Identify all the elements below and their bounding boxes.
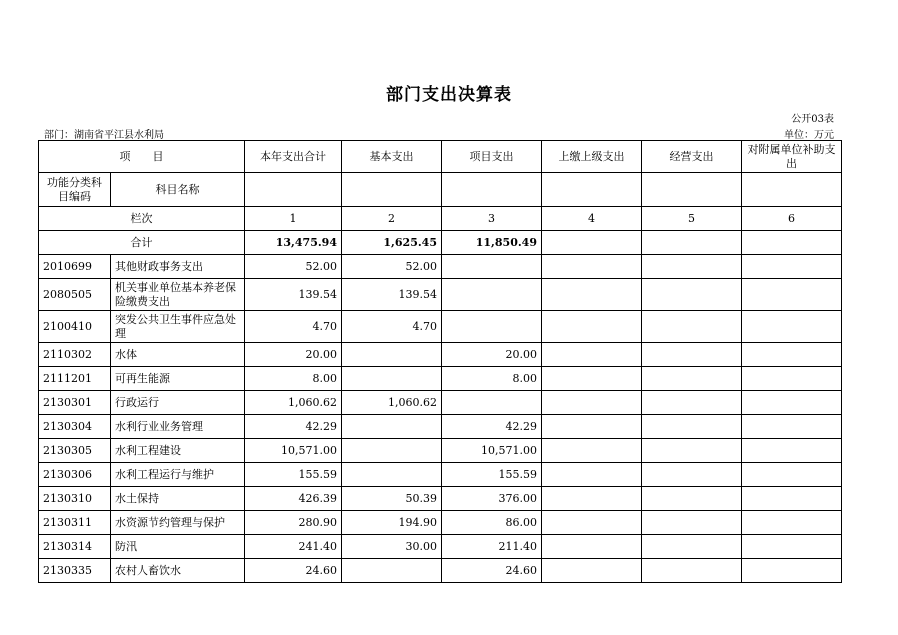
- row-name: 水体: [111, 343, 245, 367]
- unit-label: 单位：万元: [784, 130, 834, 141]
- row-total: 8.00: [245, 367, 342, 391]
- row-empty-cell: [642, 343, 742, 367]
- row-basic: [342, 415, 442, 439]
- header-business: 经营支出: [642, 141, 742, 173]
- row-total: 241.40: [245, 535, 342, 559]
- row-code: 2130304: [39, 415, 111, 439]
- row-basic: [342, 559, 442, 583]
- row-name: 水利工程建设: [111, 439, 245, 463]
- row-basic: [342, 463, 442, 487]
- row-total: 20.00: [245, 343, 342, 367]
- row-empty-cell: [542, 463, 642, 487]
- col-no-4: 4: [542, 207, 642, 231]
- expenditure-table: [38, 140, 842, 583]
- totals-basic: 1,625.45: [342, 231, 442, 255]
- row-total: 52.00: [245, 255, 342, 279]
- row-total: 280.90: [245, 511, 342, 535]
- row-name: 水土保持: [111, 487, 245, 511]
- subheader-row: [39, 173, 842, 207]
- row-empty-cell: [642, 255, 742, 279]
- row-basic: 50.39: [342, 487, 442, 511]
- row-total: 155.59: [245, 463, 342, 487]
- row-name: 其他财政事务支出: [111, 255, 245, 279]
- header-subsidy: 对附属单位补助支出: [742, 141, 842, 173]
- row-basic: 52.00: [342, 255, 442, 279]
- row-empty-cell: [542, 343, 642, 367]
- row-total: 4.70: [245, 311, 342, 343]
- row-code: 2080505: [39, 279, 111, 311]
- row-empty-cell: [542, 511, 642, 535]
- header-total: 本年支出合计: [245, 141, 342, 173]
- totals-row: [39, 231, 842, 255]
- row-basic: 139.54: [342, 279, 442, 311]
- row-name: 水利工程运行与维护: [111, 463, 245, 487]
- row-empty-cell: [642, 463, 742, 487]
- row-name: 突发公共卫生事件应急处理: [111, 311, 245, 343]
- row-empty-cell: [742, 487, 842, 511]
- row-code: 2130306: [39, 463, 111, 487]
- row-name: 机关事业单位基本养老保险缴费支出: [111, 279, 245, 311]
- row-empty-cell: [642, 535, 742, 559]
- row-empty-cell: [742, 343, 842, 367]
- row-empty-cell: [642, 511, 742, 535]
- row-name: 行政运行: [111, 391, 245, 415]
- row-empty-cell: [742, 511, 842, 535]
- row-empty-cell: [542, 535, 642, 559]
- row-empty-cell: [742, 255, 842, 279]
- row-code: 2130301: [39, 391, 111, 415]
- header-column-no: 栏次: [39, 207, 245, 231]
- row-empty-cell: [742, 415, 842, 439]
- row-total: 24.60: [245, 559, 342, 583]
- header-item: 项 目: [39, 141, 245, 173]
- row-project: 24.60: [442, 559, 542, 583]
- form-code: 公开03表: [791, 114, 834, 125]
- row-project: 8.00: [442, 367, 542, 391]
- row-project: [442, 279, 542, 311]
- row-empty-cell: [742, 367, 842, 391]
- row-empty-cell: [642, 311, 742, 343]
- row-empty-cell: [542, 367, 642, 391]
- col-no-6: 6: [742, 207, 842, 231]
- table-row: [39, 535, 842, 559]
- row-name: 农村人畜饮水: [111, 559, 245, 583]
- column-number-row: [39, 207, 842, 231]
- row-empty-cell: [542, 279, 642, 311]
- row-code: 2130305: [39, 439, 111, 463]
- row-basic: [342, 439, 442, 463]
- page-title: 部门支出决算表: [386, 85, 512, 105]
- header-upper: 上缴上级支出: [542, 141, 642, 173]
- row-empty-cell: [542, 415, 642, 439]
- row-basic: 194.90: [342, 511, 442, 535]
- row-name: 水利行业业务管理: [111, 415, 245, 439]
- row-basic: [342, 367, 442, 391]
- table-row: [39, 311, 842, 343]
- row-total: 42.29: [245, 415, 342, 439]
- row-empty-cell: [542, 311, 642, 343]
- row-empty-cell: [642, 487, 742, 511]
- totals-label: 合计: [39, 231, 245, 255]
- row-empty-cell: [642, 559, 742, 583]
- row-code: 2130335: [39, 559, 111, 583]
- row-empty-cell: [742, 559, 842, 583]
- row-basic: 1,060.62: [342, 391, 442, 415]
- row-empty-cell: [542, 439, 642, 463]
- table-row: [39, 511, 842, 535]
- header-row: [39, 141, 842, 173]
- row-total: 10,571.00: [245, 439, 342, 463]
- row-empty-cell: [742, 463, 842, 487]
- table-row: [39, 367, 842, 391]
- table-row: [39, 439, 842, 463]
- row-empty-cell: [742, 391, 842, 415]
- row-empty-cell: [542, 559, 642, 583]
- table-row: [39, 559, 842, 583]
- row-project: 20.00: [442, 343, 542, 367]
- row-code: 2130311: [39, 511, 111, 535]
- col-no-3: 3: [442, 207, 542, 231]
- row-code: 2130314: [39, 535, 111, 559]
- row-empty-cell: [742, 535, 842, 559]
- row-total: 426.39: [245, 487, 342, 511]
- row-project: 42.29: [442, 415, 542, 439]
- row-project: [442, 255, 542, 279]
- row-total: 139.54: [245, 279, 342, 311]
- row-basic: [342, 343, 442, 367]
- row-empty-cell: [542, 255, 642, 279]
- header-code: 功能分类科目编码: [39, 173, 111, 207]
- row-basic: 30.00: [342, 535, 442, 559]
- table-row: [39, 279, 842, 311]
- row-empty-cell: [542, 391, 642, 415]
- row-basic: 4.70: [342, 311, 442, 343]
- row-empty-cell: [742, 439, 842, 463]
- row-empty-cell: [742, 311, 842, 343]
- row-code: 2100410: [39, 311, 111, 343]
- row-project: [442, 391, 542, 415]
- row-project: 10,571.00: [442, 439, 542, 463]
- row-project: 86.00: [442, 511, 542, 535]
- col-no-5: 5: [642, 207, 742, 231]
- row-empty-cell: [642, 439, 742, 463]
- row-code: 2010699: [39, 255, 111, 279]
- row-project: 155.59: [442, 463, 542, 487]
- col-no-2: 2: [342, 207, 442, 231]
- row-empty-cell: [742, 279, 842, 311]
- row-project: 376.00: [442, 487, 542, 511]
- table-row: [39, 391, 842, 415]
- row-empty-cell: [542, 487, 642, 511]
- totals-total: 13,475.94: [245, 231, 342, 255]
- table-row: [39, 487, 842, 511]
- table-row: [39, 463, 842, 487]
- row-name: 可再生能源: [111, 367, 245, 391]
- header-name: 科目名称: [111, 173, 245, 207]
- header-basic: 基本支出: [342, 141, 442, 173]
- row-code: 2130310: [39, 487, 111, 511]
- row-project: [442, 311, 542, 343]
- header-project: 项目支出: [442, 141, 542, 173]
- totals-project: 11,850.49: [442, 231, 542, 255]
- row-code: 2111201: [39, 367, 111, 391]
- row-empty-cell: [642, 367, 742, 391]
- row-total: 1,060.62: [245, 391, 342, 415]
- row-name: 水资源节约管理与保护: [111, 511, 245, 535]
- row-name: 防汛: [111, 535, 245, 559]
- row-code: 2110302: [39, 343, 111, 367]
- row-empty-cell: [642, 279, 742, 311]
- row-empty-cell: [642, 391, 742, 415]
- table-row: [39, 415, 842, 439]
- table-row: [39, 255, 842, 279]
- row-empty-cell: [642, 415, 742, 439]
- col-no-1: 1: [245, 207, 342, 231]
- row-project: 211.40: [442, 535, 542, 559]
- table-row: [39, 343, 842, 367]
- department-label: 部门：湖南省平江县水利局: [44, 130, 164, 141]
